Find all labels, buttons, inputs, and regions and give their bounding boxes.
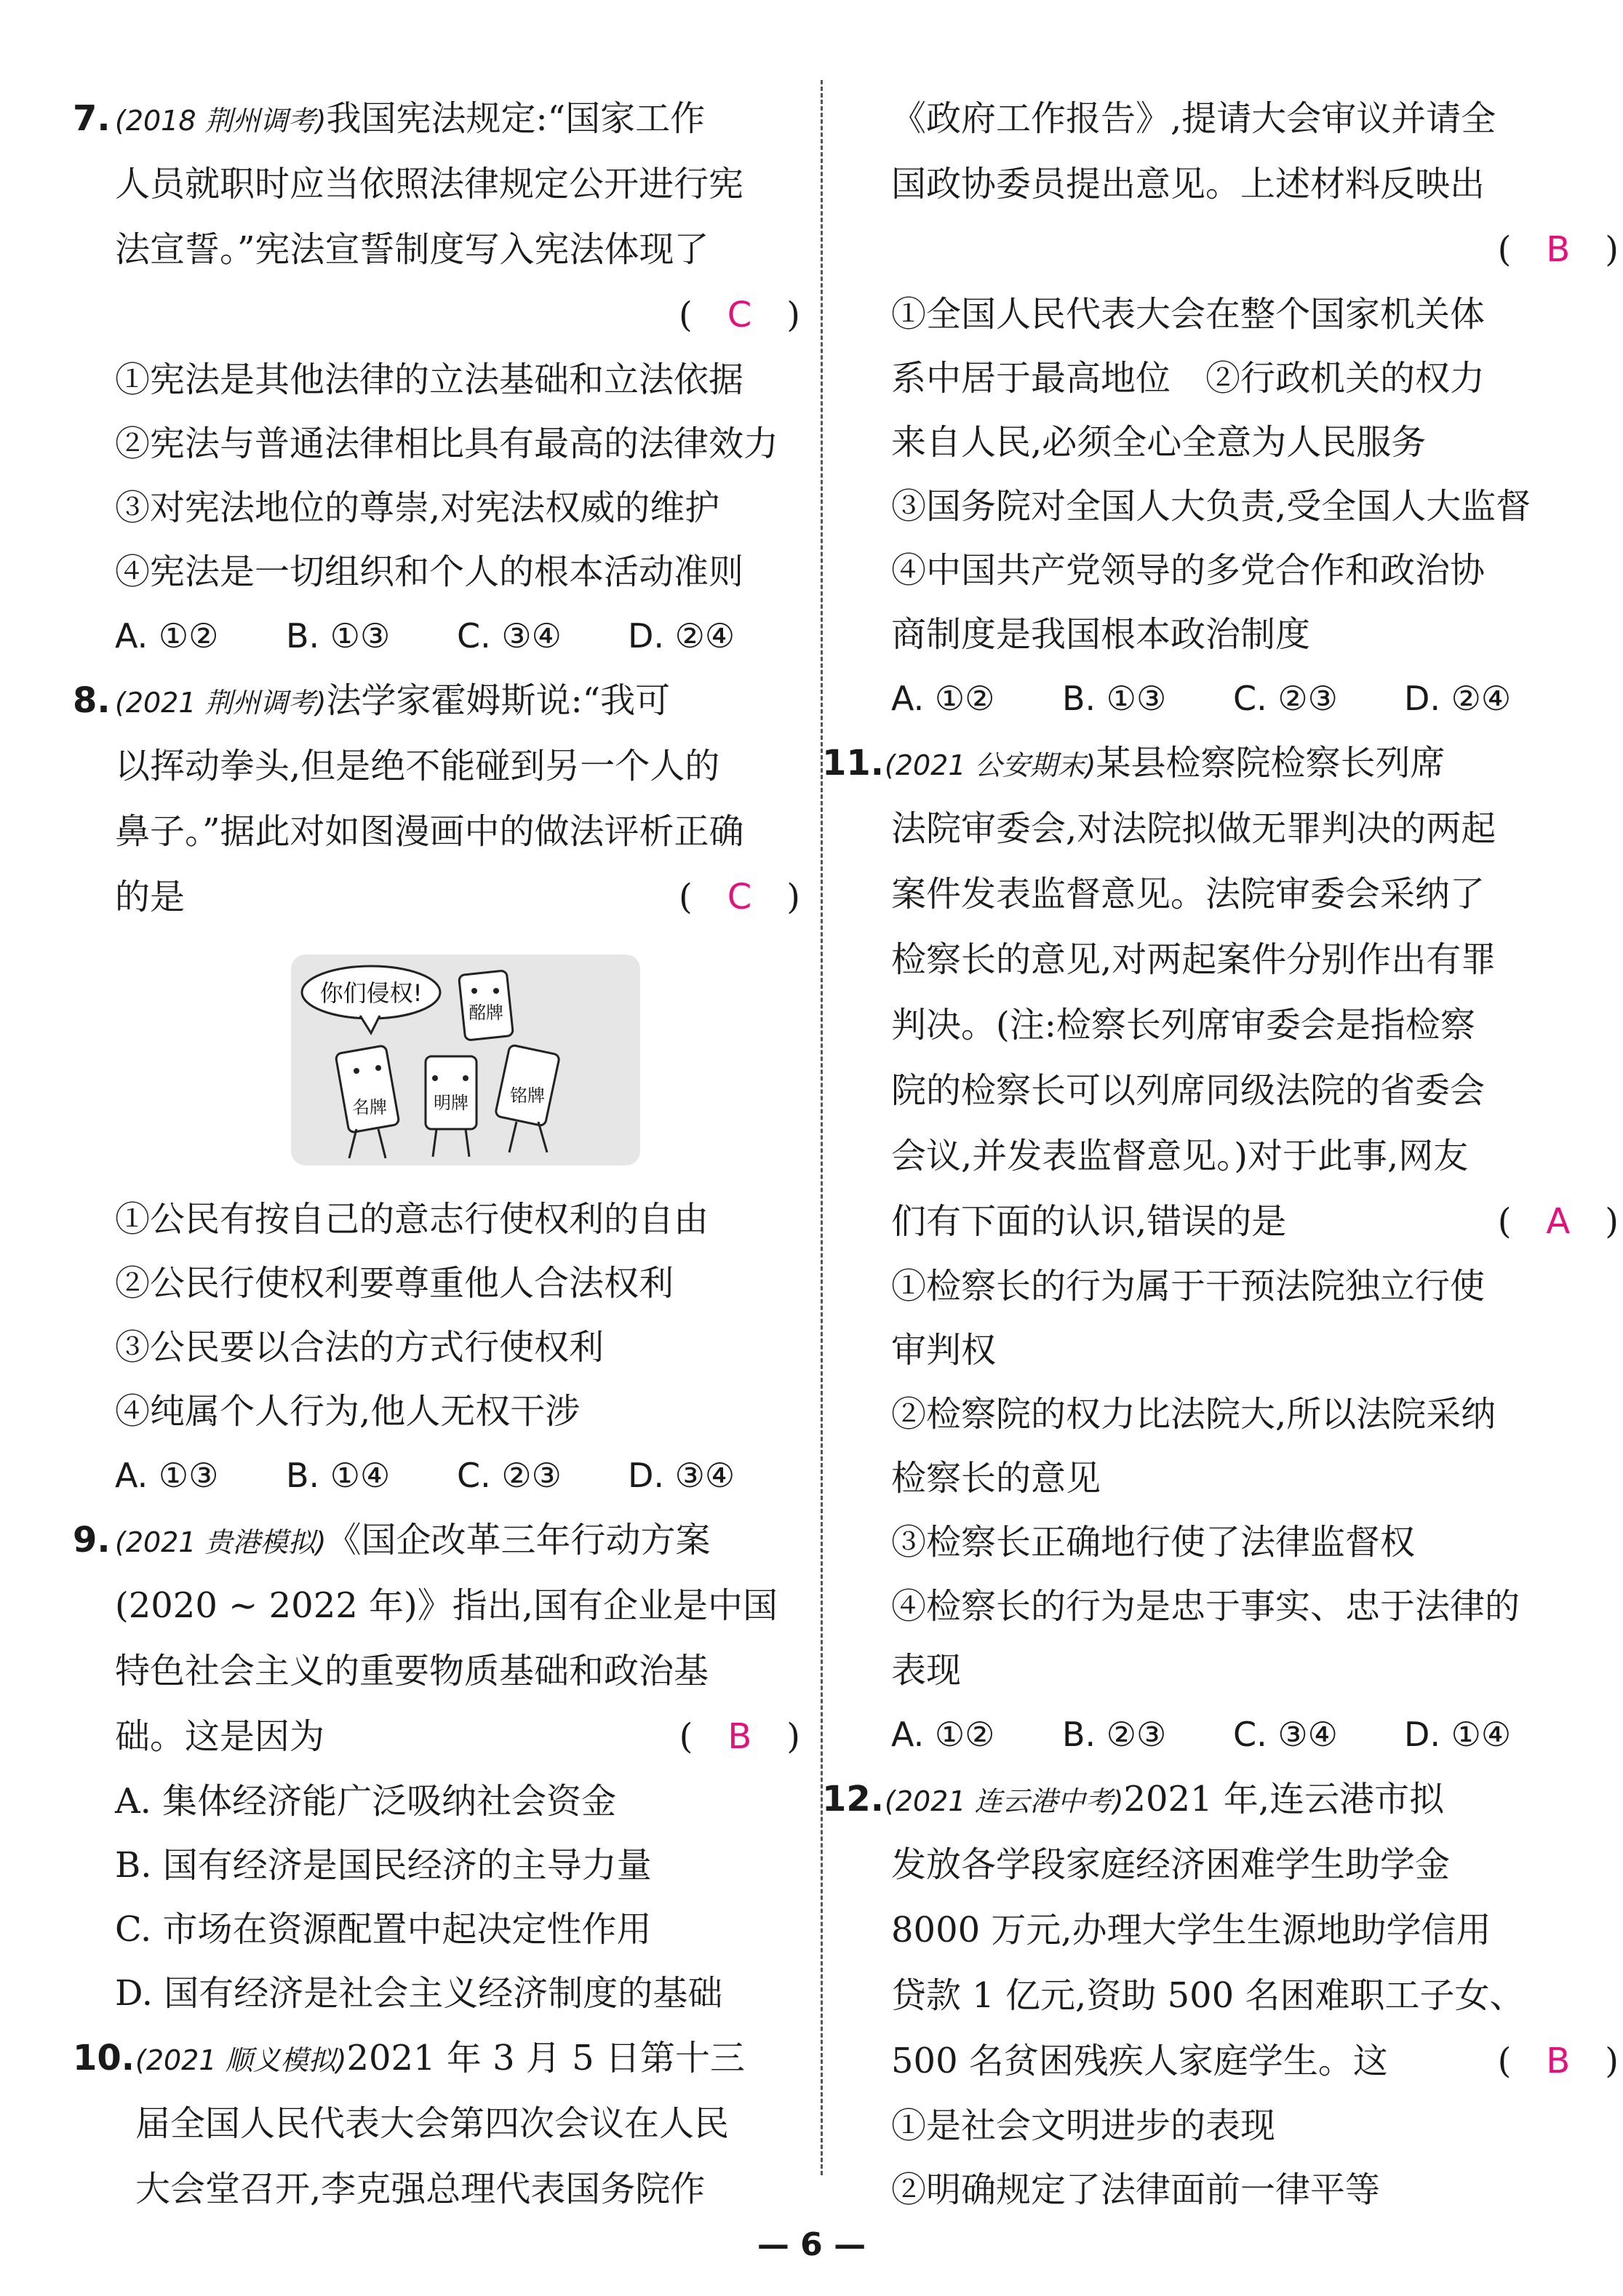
right-column xyxy=(822,86,1619,2222)
answer-letter: C xyxy=(727,877,752,917)
question-text: 我国宪法规定:“国家工作 xyxy=(326,98,706,139)
question-source: (2021 顺义模拟) xyxy=(135,2044,347,2076)
question-number: 10. xyxy=(73,2038,135,2078)
question-text-end: 们有下面的认识,错误的是 xyxy=(891,1201,1287,1242)
option: ④检察长的行为是忠于事实、忠于法律的 xyxy=(891,1586,1520,1627)
question-text xyxy=(822,2028,1619,2094)
answer-line xyxy=(73,282,800,348)
question-text: 《政府工作报告》,提请大会审议并请全 xyxy=(891,98,1496,139)
choice-c: C. ③④ xyxy=(457,616,562,655)
option: ④纯属个人行为,他人无权干涉 xyxy=(115,1391,581,1432)
option: D. 国有经济是社会主义经济制度的基础 xyxy=(115,1973,723,2014)
choice-a: A. ①③ xyxy=(115,1456,219,1495)
question-text: 贷款 1 亿元,资助 500 名困难职工子女、 xyxy=(891,1975,1525,2016)
option: ③国务院对全国人大负责,受全国人大监督 xyxy=(891,486,1531,527)
cartoon-svg xyxy=(291,940,640,1180)
page-number: — 6 — xyxy=(757,2226,866,2263)
question-header xyxy=(73,86,800,151)
option: ③对宪法地位的尊崇,对宪法权威的维护 xyxy=(115,487,720,528)
option: ③公民要以合法的方式行使权利 xyxy=(115,1327,605,1368)
option: ①检察长的行为属于干预法院独立行使 xyxy=(891,1266,1486,1307)
question-text: 鼻子。”据此对如图漫画中的做法评析正确 xyxy=(115,811,744,852)
choice-c: C. ②③ xyxy=(457,1456,562,1495)
option: ①是社会文明进步的表现 xyxy=(891,2105,1276,2146)
question-header xyxy=(73,668,800,733)
question-text: 特色社会主义的重要物质基础和政治基 xyxy=(115,1651,709,1691)
left-column xyxy=(73,86,800,2222)
question-header xyxy=(822,1766,1619,1832)
question-header xyxy=(73,2025,800,2091)
answer-letter: B xyxy=(1546,229,1571,270)
choice-c: C. ②③ xyxy=(1233,679,1338,718)
option: 系中居于最高地位 ②行政机关的权力 xyxy=(891,358,1486,399)
character-label: 酩牌 xyxy=(468,1002,503,1023)
option: ②宪法与普通法律相比具有最高的法律效力 xyxy=(115,423,779,464)
question-source: (2021 贵港模拟) xyxy=(115,1526,327,1558)
question-text: 以挥动拳头,但是绝不能碰到另一个人的 xyxy=(115,746,720,786)
option: ②检察院的权力比法院大,所以法院采纳 xyxy=(891,1394,1496,1435)
option: C. 市场在资源配置中起决定性作用 xyxy=(115,1909,652,1950)
option: ④中国共产党领导的多党合作和政治协 xyxy=(891,550,1486,591)
choice-a: A. ①② xyxy=(891,679,995,718)
character-label: 铭牌 xyxy=(510,1085,545,1106)
option: 审判权 xyxy=(891,1330,997,1371)
question-9 xyxy=(73,1507,800,2025)
answer-bracket: ( C ) xyxy=(679,877,800,917)
option: 商制度是我国根本政治制度 xyxy=(891,614,1311,655)
choice-d: D. ②④ xyxy=(1404,679,1512,718)
question-text: 法宣誓。”宪法宣誓制度写入宪法体现了 xyxy=(115,229,709,270)
question-text: 法院审委会,对法院拟做无罪判决的两起 xyxy=(891,808,1496,849)
answer-bracket: ( B ) xyxy=(679,1716,800,1757)
question-text: 国政协委员提出意见。上述材料反映出 xyxy=(891,164,1486,204)
question-text-end: 500 名贫困残疾人家庭学生。这 xyxy=(891,2041,1388,2081)
question-10 xyxy=(73,2025,800,2222)
question-text: 判决。(注:检察长列席审委会是指检察 xyxy=(891,1005,1475,1045)
question-number: 12. xyxy=(822,1779,885,1819)
question-source: (2018 荆州调考) xyxy=(115,105,327,137)
question-7 xyxy=(73,86,800,668)
question-header xyxy=(73,1507,800,1573)
question-text: 2021 年,连云港市拟 xyxy=(1123,1779,1445,1819)
question-text: 《国企改革三年行动方案 xyxy=(326,1520,711,1560)
option: ②公民行使权利要尊重他人合法权利 xyxy=(115,1263,674,1304)
option: ④宪法是一切组织和个人的根本活动准则 xyxy=(115,551,744,592)
choice-a: A. ①② xyxy=(891,1715,995,1754)
question-header xyxy=(822,730,1619,796)
choice-row xyxy=(73,1443,800,1507)
cartoon-illustration xyxy=(73,940,800,1187)
choice-d: D. ③④ xyxy=(628,1456,735,1495)
question-text: 法学家霍姆斯说:“我可 xyxy=(326,680,671,721)
answer-letter: A xyxy=(1546,1201,1571,1242)
question-source: (2021 公安期末) xyxy=(885,749,1096,781)
option: ①全国人民代表大会在整个国家机关体 xyxy=(891,294,1486,335)
question-source: (2021 荆州调考) xyxy=(115,687,327,719)
question-text xyxy=(822,1189,1619,1254)
question-11 xyxy=(822,730,1619,1766)
choice-row xyxy=(73,604,800,668)
option: B. 国有经济是国民经济的主导力量 xyxy=(115,1845,652,1886)
question-source: (2021 连云港中考) xyxy=(885,1785,1124,1817)
question-10-continued xyxy=(891,86,1619,730)
option: ①宪法是其他法律的立法基础和立法依据 xyxy=(115,359,744,400)
question-text: 人员就职时应当依照法律规定公开进行宪 xyxy=(115,164,744,204)
character-label: 明牌 xyxy=(434,1093,468,1113)
character-mingpai-drunk xyxy=(458,970,513,1040)
question-text: 届全国人民代表大会第四次会议在人民 xyxy=(135,2103,730,2144)
option: 检察长的意见 xyxy=(891,1458,1101,1499)
answer-line xyxy=(891,217,1619,282)
question-text: 发放各学段家庭经济困难学生助学金 xyxy=(891,1844,1451,1885)
question-number: 7. xyxy=(73,98,111,139)
answer-letter: C xyxy=(727,295,752,335)
answer-letter: B xyxy=(727,1716,752,1757)
question-number: 8. xyxy=(73,680,111,721)
speech-text: 你们侵权! xyxy=(319,979,423,1007)
choice-row xyxy=(822,1702,1619,1766)
choice-b: B. ②③ xyxy=(1062,1715,1167,1754)
question-number: 11. xyxy=(822,743,885,784)
answer-bracket: ( B ) xyxy=(1497,229,1619,270)
answer-bracket: ( B ) xyxy=(1497,2041,1619,2081)
option: A. 集体经济能广泛吸纳社会资金 xyxy=(115,1781,617,1822)
choice-row xyxy=(891,666,1619,730)
option: ①公民有按自己的意志行使权利的自由 xyxy=(115,1199,709,1240)
question-text: (2020 ~ 2022 年)》指出,国有企业是中国 xyxy=(115,1585,778,1626)
question-text: 2021 年 3 月 5 日第十三 xyxy=(346,2038,745,2078)
answer-bracket: ( A ) xyxy=(1497,1201,1619,1242)
answer-letter: B xyxy=(1546,2041,1571,2081)
question-text xyxy=(73,864,800,930)
question-text: 案件发表监督意见。法院审委会采纳了 xyxy=(891,874,1486,914)
question-8 xyxy=(73,668,800,1507)
question-text: 大会堂召开,李克强总理代表国务院作 xyxy=(135,2169,706,2209)
choice-d: D. ①④ xyxy=(1404,1715,1512,1754)
answer-bracket: ( C ) xyxy=(679,295,800,335)
choice-b: B. ①③ xyxy=(1062,679,1167,718)
choice-d: D. ②④ xyxy=(628,616,735,655)
question-text xyxy=(73,1704,800,1769)
question-text: 会议,并发表监督意见。)对于此事,网友 xyxy=(891,1136,1469,1176)
choice-c: C. ③④ xyxy=(1233,1715,1338,1754)
question-text: 检察长的意见,对两起案件分别作出有罪 xyxy=(891,939,1496,980)
option: 来自人民,必须全心全意为人民服务 xyxy=(891,422,1427,463)
question-text: 8000 万元,办理大学生生源地助学信用 xyxy=(891,1910,1491,1950)
choice-b: B. ①④ xyxy=(286,1456,391,1495)
option: ②明确规定了法律面前一律平等 xyxy=(891,2169,1381,2210)
question-number: 9. xyxy=(73,1520,111,1560)
choice-a: A. ①② xyxy=(115,616,219,655)
question-text-end: 的是 xyxy=(115,877,186,917)
option: ③检察长正确地行使了法律监督权 xyxy=(891,1522,1416,1563)
question-text-end: 础。这是因为 xyxy=(115,1716,325,1757)
option: 表现 xyxy=(891,1650,962,1691)
character-label: 名牌 xyxy=(352,1097,387,1117)
question-12 xyxy=(822,1766,1619,2222)
question-text: 院的检察长可以列席同级法院的省委会 xyxy=(891,1070,1486,1111)
question-text: 某县检察院检察长列席 xyxy=(1096,743,1445,784)
choice-b: B. ①③ xyxy=(286,616,391,655)
